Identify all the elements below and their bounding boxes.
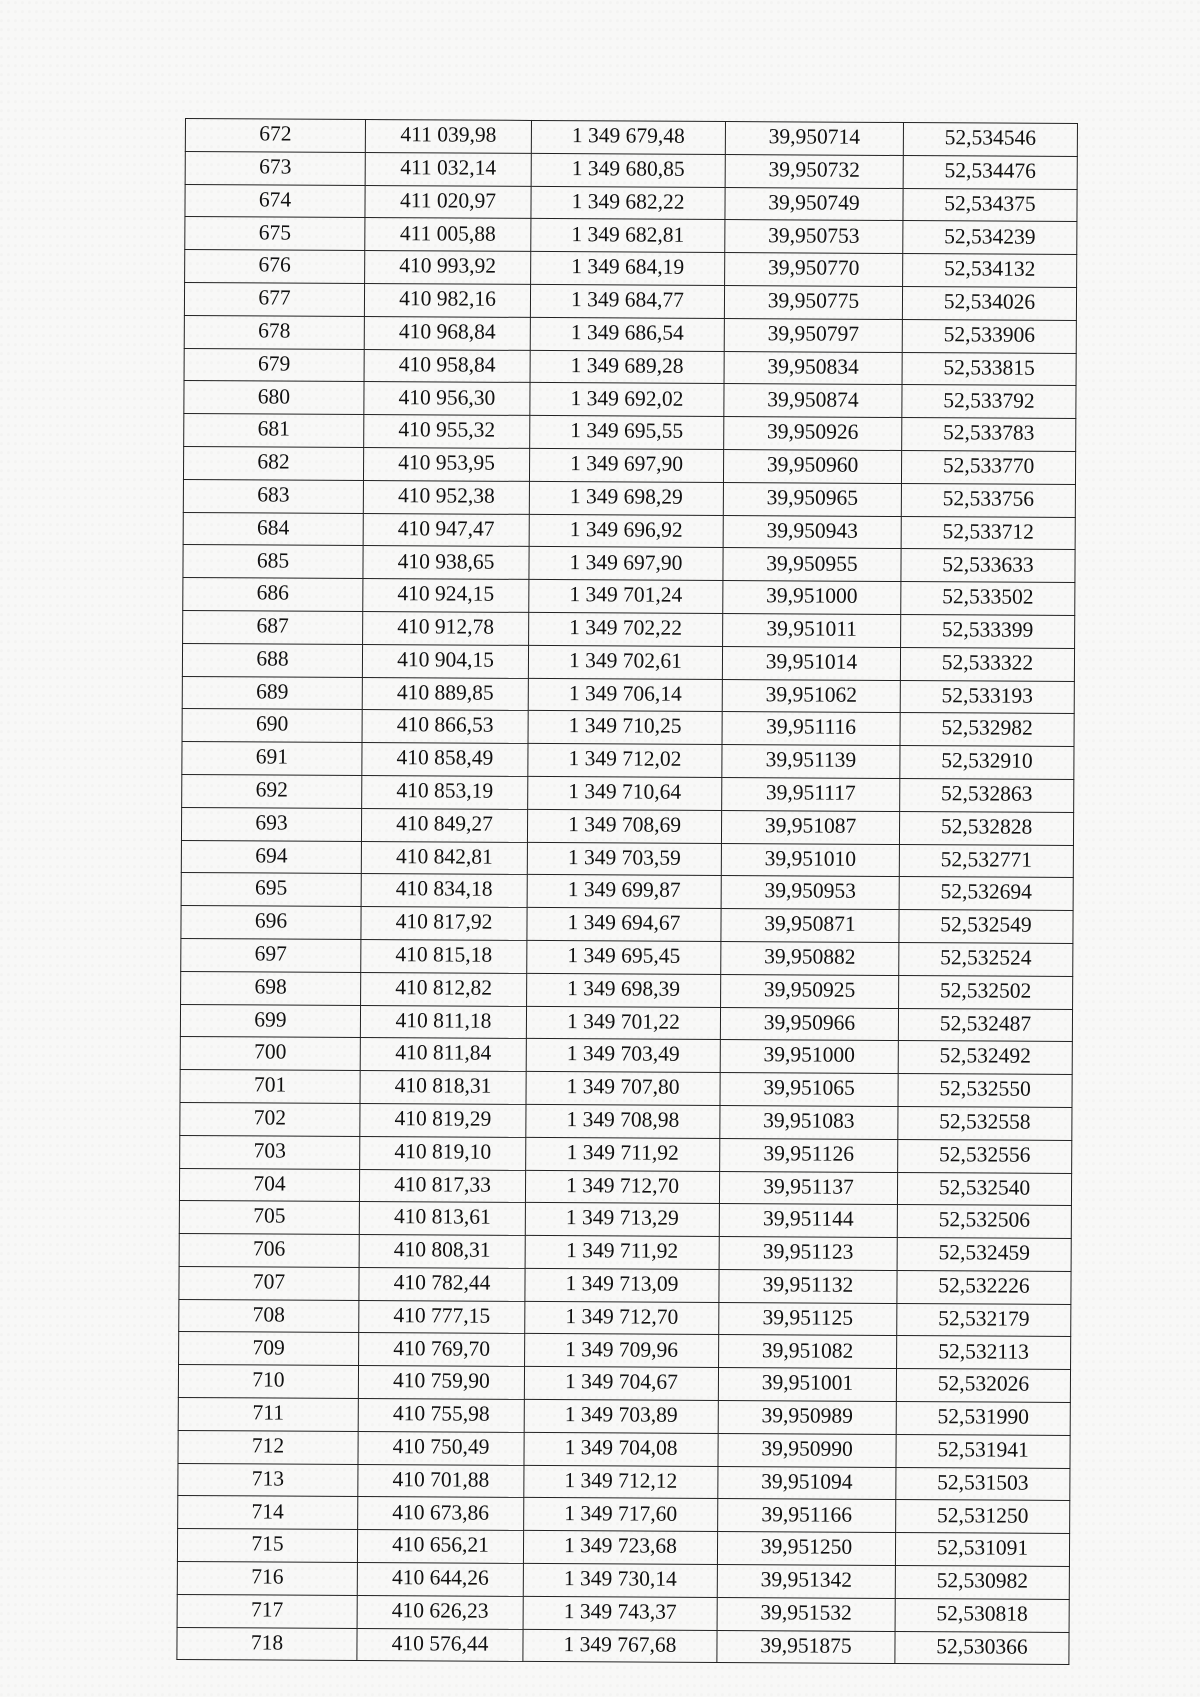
table-row (178, 1496, 1070, 1534)
point-number-cell: 693 (181, 807, 361, 841)
table-row (183, 512, 1075, 550)
longitude-cell: 52,533815 (902, 352, 1076, 386)
latitude-cell: 39,951001 (718, 1368, 896, 1402)
x-coordinate-cell: 410 673,86 (358, 1497, 524, 1531)
y-coordinate-cell: 1 349 712,12 (524, 1465, 718, 1499)
y-coordinate-cell: 1 349 730,14 (523, 1563, 717, 1597)
point-number-cell: 699 (180, 1004, 360, 1038)
x-coordinate-cell: 410 955,32 (364, 415, 530, 449)
point-number-cell: 716 (177, 1562, 357, 1596)
x-coordinate-cell: 410 853,19 (362, 775, 528, 809)
longitude-cell: 52,534476 (903, 155, 1077, 189)
point-number-cell: 710 (178, 1365, 358, 1399)
table-row (182, 676, 1074, 714)
table-row (184, 348, 1076, 386)
table-row (181, 840, 1073, 878)
y-coordinate-cell: 1 349 697,90 (529, 547, 723, 581)
y-coordinate-cell: 1 349 699,87 (527, 875, 721, 909)
point-number-cell: 709 (179, 1332, 359, 1366)
y-coordinate-cell: 1 349 682,22 (531, 186, 725, 220)
longitude-cell: 52,533502 (901, 582, 1075, 616)
latitude-cell: 39,951532 (717, 1597, 895, 1631)
x-coordinate-cell: 410 777,15 (359, 1300, 525, 1334)
point-number-cell: 705 (179, 1201, 359, 1235)
longitude-cell: 52,532550 (898, 1074, 1072, 1108)
x-coordinate-cell: 410 811,84 (360, 1038, 526, 1072)
longitude-cell: 52,534132 (903, 254, 1077, 288)
point-number-cell: 703 (180, 1135, 360, 1169)
table-row (185, 250, 1077, 288)
x-coordinate-cell: 411 039,98 (365, 120, 531, 154)
x-coordinate-cell: 410 834,18 (361, 874, 527, 908)
y-coordinate-cell: 1 349 703,49 (526, 1039, 720, 1073)
longitude-cell: 52,533633 (901, 549, 1075, 583)
x-coordinate-cell: 411 020,97 (365, 185, 531, 219)
longitude-cell: 52,534026 (902, 286, 1076, 320)
point-number-cell: 679 (184, 348, 364, 382)
table-row (185, 217, 1077, 255)
latitude-cell: 39,951132 (719, 1269, 897, 1303)
latitude-cell: 39,950955 (723, 548, 901, 582)
table-row (181, 971, 1073, 1009)
x-coordinate-cell: 410 782,44 (359, 1267, 525, 1301)
table-row (179, 1201, 1071, 1239)
latitude-cell: 39,950882 (721, 941, 899, 975)
table-row (177, 1627, 1069, 1665)
coordinates-table-wrapper (176, 118, 1077, 1665)
latitude-cell: 39,950966 (720, 1007, 898, 1041)
y-coordinate-cell: 1 349 702,22 (529, 612, 723, 646)
y-coordinate-cell: 1 349 692,02 (530, 383, 724, 417)
table-row (185, 119, 1077, 157)
longitude-cell: 52,534546 (903, 123, 1077, 157)
y-coordinate-cell: 1 349 684,77 (530, 284, 724, 318)
table-row (177, 1594, 1069, 1632)
table-row (179, 1234, 1071, 1272)
x-coordinate-cell: 410 759,90 (358, 1366, 524, 1400)
x-coordinate-cell: 410 755,98 (358, 1399, 524, 1433)
point-number-cell: 707 (179, 1266, 359, 1300)
y-coordinate-cell: 1 349 680,85 (531, 153, 725, 187)
longitude-cell: 52,532506 (897, 1205, 1071, 1239)
x-coordinate-cell: 410 952,38 (363, 480, 529, 514)
y-coordinate-cell: 1 349 701,24 (529, 580, 723, 614)
table-row (185, 184, 1077, 222)
point-number-cell: 680 (184, 381, 364, 415)
longitude-cell: 52,530366 (895, 1631, 1069, 1665)
y-coordinate-cell: 1 349 702,61 (528, 645, 722, 679)
table-row (183, 479, 1075, 517)
latitude-cell: 39,951062 (722, 679, 900, 713)
point-number-cell: 674 (185, 184, 365, 218)
table-row (178, 1398, 1070, 1436)
point-number-cell: 678 (184, 315, 364, 349)
longitude-cell: 52,532549 (899, 910, 1073, 944)
y-coordinate-cell: 1 349 713,29 (525, 1203, 719, 1237)
x-coordinate-cell: 410 769,70 (359, 1333, 525, 1367)
point-number-cell: 688 (182, 643, 362, 677)
y-coordinate-cell: 1 349 710,25 (528, 711, 722, 745)
longitude-cell: 52,533322 (900, 647, 1074, 681)
table-row (183, 610, 1075, 648)
point-number-cell: 700 (180, 1037, 360, 1071)
y-coordinate-cell: 1 349 684,19 (531, 252, 725, 286)
latitude-cell: 39,951011 (723, 613, 901, 647)
y-coordinate-cell: 1 349 711,92 (526, 1137, 720, 1171)
point-number-cell: 715 (177, 1529, 357, 1563)
latitude-cell: 39,950834 (724, 351, 902, 385)
latitude-cell: 39,951014 (722, 646, 900, 680)
longitude-cell: 52,530818 (895, 1598, 1069, 1632)
longitude-cell: 52,531250 (896, 1500, 1070, 1534)
point-number-cell: 687 (183, 610, 363, 644)
table-row (180, 1070, 1072, 1108)
y-coordinate-cell: 1 349 695,55 (530, 416, 724, 450)
y-coordinate-cell: 1 349 682,81 (531, 219, 725, 253)
longitude-cell: 52,533399 (901, 614, 1075, 648)
latitude-cell: 39,951342 (717, 1565, 895, 1599)
y-coordinate-cell: 1 349 717,60 (524, 1498, 718, 1532)
latitude-cell: 39,950990 (718, 1433, 896, 1467)
x-coordinate-cell: 410 866,53 (362, 710, 528, 744)
latitude-cell: 39,951087 (721, 810, 899, 844)
latitude-cell: 39,950753 (725, 220, 903, 254)
x-coordinate-cell: 410 938,65 (363, 546, 529, 580)
point-number-cell: 704 (179, 1168, 359, 1202)
x-coordinate-cell: 410 813,61 (359, 1202, 525, 1236)
x-coordinate-cell: 410 701,88 (358, 1464, 524, 1498)
longitude-cell: 52,532540 (897, 1172, 1071, 1206)
longitude-cell: 52,532179 (897, 1303, 1071, 1337)
table-row (179, 1332, 1071, 1370)
table-row (182, 774, 1074, 812)
table-row (181, 938, 1073, 976)
latitude-cell: 39,950960 (723, 449, 901, 483)
longitude-cell: 52,532524 (899, 942, 1073, 976)
table-row (180, 1135, 1072, 1173)
x-coordinate-cell: 410 817,92 (361, 907, 527, 941)
x-coordinate-cell: 410 912,78 (363, 611, 529, 645)
latitude-cell: 39,950871 (721, 909, 899, 943)
y-coordinate-cell: 1 349 689,28 (530, 350, 724, 384)
x-coordinate-cell: 410 993,92 (365, 251, 531, 285)
point-number-cell: 690 (182, 709, 362, 743)
table-row (179, 1299, 1071, 1337)
y-coordinate-cell: 1 349 707,80 (526, 1072, 720, 1106)
point-number-cell: 706 (179, 1234, 359, 1268)
y-coordinate-cell: 1 349 698,39 (527, 973, 721, 1007)
x-coordinate-cell: 410 626,23 (357, 1595, 523, 1629)
longitude-cell: 52,532113 (897, 1336, 1071, 1370)
y-coordinate-cell: 1 349 708,69 (527, 809, 721, 843)
table-row (185, 151, 1077, 189)
latitude-cell: 39,951123 (719, 1237, 897, 1271)
x-coordinate-cell: 410 815,18 (361, 939, 527, 973)
longitude-cell: 52,531990 (896, 1402, 1070, 1436)
longitude-cell: 52,531503 (896, 1467, 1070, 1501)
x-coordinate-cell: 410 819,10 (360, 1136, 526, 1170)
point-number-cell: 694 (181, 840, 361, 874)
longitude-cell: 52,533783 (902, 418, 1076, 452)
x-coordinate-cell: 410 656,21 (357, 1530, 523, 1564)
x-coordinate-cell: 410 889,85 (362, 677, 528, 711)
point-number-cell: 718 (177, 1627, 357, 1661)
x-coordinate-cell: 410 644,26 (357, 1563, 523, 1597)
latitude-cell: 39,951126 (720, 1138, 898, 1172)
x-coordinate-cell: 410 819,29 (360, 1103, 526, 1137)
point-number-cell: 682 (183, 446, 363, 480)
latitude-cell: 39,950926 (724, 417, 902, 451)
x-coordinate-cell: 411 005,88 (365, 218, 531, 252)
latitude-cell: 39,950943 (723, 515, 901, 549)
point-number-cell: 714 (178, 1496, 358, 1530)
point-number-cell: 696 (181, 906, 361, 940)
y-coordinate-cell: 1 349 709,96 (525, 1334, 719, 1368)
latitude-cell: 39,951065 (720, 1073, 898, 1107)
latitude-cell: 39,950953 (721, 876, 899, 910)
table-row (177, 1529, 1069, 1567)
y-coordinate-cell: 1 349 703,59 (527, 842, 721, 876)
longitude-cell: 52,533712 (901, 516, 1075, 550)
point-number-cell: 698 (181, 971, 361, 1005)
longitude-cell: 52,531941 (896, 1434, 1070, 1468)
longitude-cell: 52,532982 (900, 713, 1074, 747)
latitude-cell: 39,950775 (724, 286, 902, 320)
longitude-cell: 52,532771 (899, 844, 1073, 878)
y-coordinate-cell: 1 349 712,70 (525, 1301, 719, 1335)
point-number-cell: 695 (181, 873, 361, 907)
longitude-cell: 52,532026 (896, 1369, 1070, 1403)
table-row (184, 414, 1076, 452)
longitude-cell: 52,532694 (899, 877, 1073, 911)
table-row (182, 709, 1074, 747)
point-number-cell: 686 (183, 578, 363, 612)
y-coordinate-cell: 1 349 712,02 (528, 744, 722, 778)
y-coordinate-cell: 1 349 713,09 (525, 1268, 719, 1302)
longitude-cell: 52,532558 (898, 1106, 1072, 1140)
y-coordinate-cell: 1 349 697,90 (529, 448, 723, 482)
point-number-cell: 673 (185, 151, 365, 185)
longitude-cell: 52,532502 (899, 975, 1073, 1009)
table-row (181, 873, 1073, 911)
x-coordinate-cell: 410 953,95 (363, 447, 529, 481)
y-coordinate-cell: 1 349 710,64 (528, 776, 722, 810)
point-number-cell: 717 (177, 1594, 357, 1628)
y-coordinate-cell: 1 349 679,48 (531, 120, 725, 154)
x-coordinate-cell: 410 811,18 (360, 1005, 526, 1039)
latitude-cell: 39,951116 (722, 712, 900, 746)
longitude-cell: 52,532863 (900, 778, 1074, 812)
y-coordinate-cell: 1 349 706,14 (528, 678, 722, 712)
latitude-cell: 39,951010 (721, 843, 899, 877)
y-coordinate-cell: 1 349 708,98 (526, 1104, 720, 1138)
latitude-cell: 39,950732 (725, 154, 903, 188)
point-number-cell: 711 (178, 1398, 358, 1432)
x-coordinate-cell: 410 817,33 (359, 1169, 525, 1203)
point-number-cell: 677 (184, 282, 364, 316)
longitude-cell: 52,533792 (902, 385, 1076, 419)
y-coordinate-cell: 1 349 686,54 (530, 317, 724, 351)
longitude-cell: 52,532828 (899, 811, 1073, 845)
table-row (183, 446, 1075, 484)
x-coordinate-cell: 410 924,15 (363, 579, 529, 613)
table-row (183, 578, 1075, 616)
latitude-cell: 39,950749 (725, 187, 903, 221)
y-coordinate-cell: 1 349 694,67 (527, 908, 721, 942)
point-number-cell: 675 (185, 217, 365, 251)
x-coordinate-cell: 410 818,31 (360, 1071, 526, 1105)
longitude-cell: 52,532487 (898, 1008, 1072, 1042)
longitude-cell: 52,532492 (898, 1041, 1072, 1075)
table-row (182, 643, 1074, 681)
table-row (178, 1365, 1070, 1403)
point-number-cell: 683 (183, 479, 363, 513)
latitude-cell: 39,951082 (719, 1335, 897, 1369)
x-coordinate-cell: 410 968,84 (364, 316, 530, 350)
point-number-cell: 681 (184, 414, 364, 448)
longitude-cell: 52,532910 (900, 746, 1074, 780)
longitude-cell: 52,532226 (897, 1270, 1071, 1304)
latitude-cell: 39,951000 (723, 581, 901, 615)
table-row (180, 1102, 1072, 1140)
x-coordinate-cell: 410 849,27 (361, 808, 527, 842)
longitude-cell: 52,533770 (901, 450, 1075, 484)
coordinates-table (176, 118, 1078, 1665)
latitude-cell: 39,951875 (717, 1630, 895, 1664)
table-row (181, 807, 1073, 845)
table-row (184, 282, 1076, 320)
x-coordinate-cell: 410 576,44 (357, 1628, 523, 1662)
latitude-cell: 39,951083 (720, 1105, 898, 1139)
x-coordinate-cell: 410 947,47 (363, 513, 529, 547)
longitude-cell: 52,532556 (898, 1139, 1072, 1173)
table-row (183, 545, 1075, 583)
y-coordinate-cell: 1 349 703,89 (524, 1399, 718, 1433)
latitude-cell: 39,951166 (718, 1499, 896, 1533)
latitude-cell: 39,950714 (725, 122, 903, 156)
y-coordinate-cell: 1 349 695,45 (527, 940, 721, 974)
y-coordinate-cell: 1 349 767,68 (523, 1629, 717, 1663)
latitude-cell: 39,951250 (717, 1532, 895, 1566)
point-number-cell: 713 (178, 1463, 358, 1497)
y-coordinate-cell: 1 349 723,68 (523, 1531, 717, 1565)
longitude-cell: 52,532459 (897, 1238, 1071, 1272)
longitude-cell: 52,533756 (901, 483, 1075, 517)
latitude-cell: 39,950925 (721, 974, 899, 1008)
longitude-cell: 52,533193 (900, 680, 1074, 714)
table-row (180, 1037, 1072, 1075)
latitude-cell: 39,951137 (719, 1171, 897, 1205)
table-row (179, 1168, 1071, 1206)
table-row (178, 1463, 1070, 1501)
table-row (179, 1266, 1071, 1304)
point-number-cell: 684 (183, 512, 363, 546)
y-coordinate-cell: 1 349 698,29 (529, 481, 723, 515)
latitude-cell: 39,951094 (718, 1466, 896, 1500)
y-coordinate-cell: 1 349 743,37 (523, 1596, 717, 1630)
table-row (181, 906, 1073, 944)
point-number-cell: 697 (181, 938, 361, 972)
table-row (178, 1430, 1070, 1468)
x-coordinate-cell: 410 982,16 (364, 283, 530, 317)
latitude-cell: 39,951125 (719, 1302, 897, 1336)
y-coordinate-cell: 1 349 696,92 (529, 514, 723, 548)
latitude-cell: 39,950770 (725, 253, 903, 287)
coordinates-table-body (177, 119, 1078, 1665)
latitude-cell: 39,950989 (718, 1401, 896, 1435)
latitude-cell: 39,951117 (722, 777, 900, 811)
y-coordinate-cell: 1 349 712,70 (525, 1170, 719, 1204)
point-number-cell: 701 (180, 1070, 360, 1104)
x-coordinate-cell: 410 956,30 (364, 382, 530, 416)
longitude-cell: 52,534375 (903, 188, 1077, 222)
point-number-cell: 676 (185, 250, 365, 284)
point-number-cell: 689 (182, 676, 362, 710)
y-coordinate-cell: 1 349 704,08 (524, 1432, 718, 1466)
x-coordinate-cell: 410 750,49 (358, 1431, 524, 1465)
latitude-cell: 39,950797 (724, 318, 902, 352)
point-number-cell: 702 (180, 1102, 360, 1136)
x-coordinate-cell: 411 032,14 (365, 152, 531, 186)
y-coordinate-cell: 1 349 704,67 (524, 1367, 718, 1401)
y-coordinate-cell: 1 349 701,22 (526, 1006, 720, 1040)
table-row (184, 381, 1076, 419)
latitude-cell: 39,950965 (723, 482, 901, 516)
x-coordinate-cell: 410 858,49 (362, 743, 528, 777)
x-coordinate-cell: 410 808,31 (359, 1235, 525, 1269)
latitude-cell: 39,951144 (719, 1204, 897, 1238)
x-coordinate-cell: 410 904,15 (362, 644, 528, 678)
longitude-cell: 52,530982 (895, 1566, 1069, 1600)
y-coordinate-cell: 1 349 711,92 (525, 1236, 719, 1270)
point-number-cell: 712 (178, 1430, 358, 1464)
point-number-cell: 692 (182, 774, 362, 808)
latitude-cell: 39,951000 (720, 1040, 898, 1074)
x-coordinate-cell: 410 958,84 (364, 349, 530, 383)
x-coordinate-cell: 410 842,81 (361, 841, 527, 875)
x-coordinate-cell: 410 812,82 (361, 972, 527, 1006)
table-row (177, 1562, 1069, 1600)
point-number-cell: 672 (185, 119, 365, 153)
longitude-cell: 52,534239 (903, 221, 1077, 255)
latitude-cell: 39,950874 (724, 384, 902, 418)
longitude-cell: 52,531091 (895, 1533, 1069, 1567)
latitude-cell: 39,951139 (722, 745, 900, 779)
table-row (182, 742, 1074, 780)
table-row (184, 315, 1076, 353)
point-number-cell: 708 (179, 1299, 359, 1333)
table-row (180, 1004, 1072, 1042)
point-number-cell: 685 (183, 545, 363, 579)
point-number-cell: 691 (182, 742, 362, 776)
longitude-cell: 52,533906 (902, 319, 1076, 353)
